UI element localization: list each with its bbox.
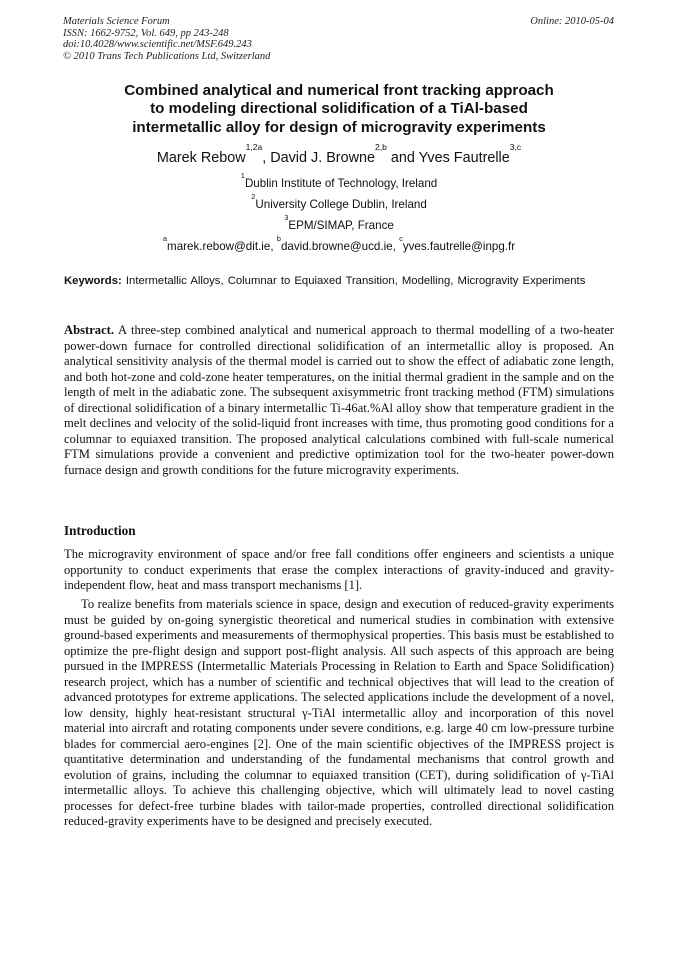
intro-paragraph bbox=[64, 547, 614, 594]
author-superscript: 3,c bbox=[509, 142, 522, 152]
email-link[interactable]: yves.fautrelle@inpg.fr bbox=[402, 240, 516, 253]
email-link[interactable]: marek.rebow@dit.ie bbox=[167, 240, 271, 253]
section-heading: Introduction bbox=[64, 523, 136, 538]
affiliation-text: Dublin Institute of Technology, Ireland bbox=[244, 177, 438, 190]
email-link[interactable]: david.browne@ucd.ie bbox=[280, 240, 393, 253]
journal-copyright: © 2010 Trans Tech Publications Ltd, Switzerland bbox=[63, 50, 271, 62]
affiliation bbox=[70, 192, 608, 212]
title-line: intermetallic alloy for design of microgravity experiments bbox=[132, 118, 546, 136]
journal-name: Materials Science Forum bbox=[63, 16, 170, 27]
journal-issn: ISSN: 1662-9752, Vol. 649, pp 243-248 bbox=[63, 27, 229, 39]
author-list bbox=[70, 142, 608, 168]
title-line: Combined analytical and numerical front tracking approach bbox=[124, 82, 554, 99]
email-superscript: c bbox=[399, 234, 403, 243]
email-superscript: b bbox=[276, 234, 281, 243]
journal-header bbox=[63, 16, 614, 62]
journal-doi: doi:10.4028/www.scientific.net/MSF.649.243 bbox=[63, 39, 252, 51]
intro-paragraph bbox=[64, 597, 614, 830]
paragraph-text: To realize benefits from materials science in space, design and execution of reduced-gravity experiments must be guided by on-going synergistic theoretical and numerical studies in combination with extensive ground-based experiments and measurements of thermophysical properties. This basis must be established to optimize the pre-flight design and support post-flight analysis. All such aspects of this approach are being pursued in the IMPRESS (Intermetallic Materials Processing in Relation to Earth and Space Solidification) research project, which has a number of scientific and technical objectives that will lead to the creation of advanced prototypes for extreme applications. The selected applications include the development of a novel, low density, highly heat-resistant structural γ-TiAl intermetallic alloy and incorporation of this novel material into aircraft and rotating components under severe conditions, e.g. large 40 cm low-pressure turbine blades for commercial aero-engines [2]. One of the main scientific objectives of the IMPRESS project is quantitative determination and understanding of the fundamental mechanisms that control growth and evolution of grains, including the columnar to equiaxed transition (CET), during solidification of γ-TiAl intermetallic alloys. To achieve this challenging objective, which will ultimately lead to novel casting processes for defect-free turbine blades with tailor-made properties, controlled directional solidification reduced-gravity experiments have to be designed and precisely executed. bbox=[64, 597, 614, 828]
affiliation-text: University College Dublin, Ireland bbox=[255, 198, 427, 211]
keywords bbox=[64, 274, 614, 288]
affiliation-superscript: 2 bbox=[251, 192, 256, 201]
affiliation bbox=[70, 171, 608, 191]
author-emails: $^a$marek.rebow@dit.ie, $^b$david.browne@ucd.ie, $^c$yves.fautrelle@inpg.fr bbox=[162, 234, 516, 253]
keywords-text: Intermetallic Alloys, Columnar to Equiaxed Transition, Modelling, Microgravity Experiments bbox=[125, 275, 586, 287]
email-superscript: a bbox=[162, 234, 168, 243]
title-line: to modeling directional solidification of a TiAl-based bbox=[150, 100, 528, 118]
author-name: Marek Rebow bbox=[156, 150, 246, 166]
abstract-label: Abstract. bbox=[64, 323, 115, 337]
author-superscript: 2,b bbox=[375, 142, 387, 152]
paragraph-text: The microgravity environment of space and/or free fall conditions offer engineers and scientists a unique opportunity to conduct experiments that erase the complex interactions of gravity-induced and gravity-independent flow, heat and mass transport mechanisms [1]. bbox=[64, 547, 614, 592]
affiliation bbox=[70, 213, 608, 233]
affiliation-superscript: 1 bbox=[240, 171, 245, 180]
author-separator: , bbox=[262, 150, 271, 166]
author-separator: and bbox=[386, 150, 419, 166]
abstract-text: A three-step combined analytical and numerical approach to thermal modelling of a two-heater power-down furnace for controlled directional solidification of an intermetallic alloy is proposed. An analytical sensitivity analysis of the thermal model is carried out to show the effect of adiabatic zone length, and both hot-zone and cold-zone heater temperatures, on the initial thermal gradient in the sample and on the length of melt in the adiabatic zone. The subsequent axisymmetric front tracking method (FTM) simulations of directional solidification of a binary intermetallic Ti-46at.%Al alloy show that temperature gradient in the melt declines and velocity of the solid-liquid front increases with time, thus promoting good conditions for a columnar to equiaxed transition. The proposed analytical calculations combined with full-scale numerical FTM simulations provide a convenient and predictive optimization tool for the two-heater power-down furnace design and growth conditions for the future microgravity experiments. bbox=[64, 323, 614, 477]
online-date: Online: 2010-05-04 bbox=[530, 16, 614, 27]
affiliation-superscript: 3 bbox=[284, 213, 289, 222]
keywords-label: Keywords: bbox=[64, 275, 122, 287]
abstract bbox=[64, 323, 614, 478]
affiliation-text: EPM/SIMAP, France bbox=[288, 219, 394, 232]
author-name: Yves Fautrelle bbox=[418, 150, 510, 166]
author-name: David J. Browne bbox=[270, 150, 375, 166]
paper-title bbox=[70, 82, 608, 137]
author-superscript: 1,2a bbox=[245, 142, 263, 152]
